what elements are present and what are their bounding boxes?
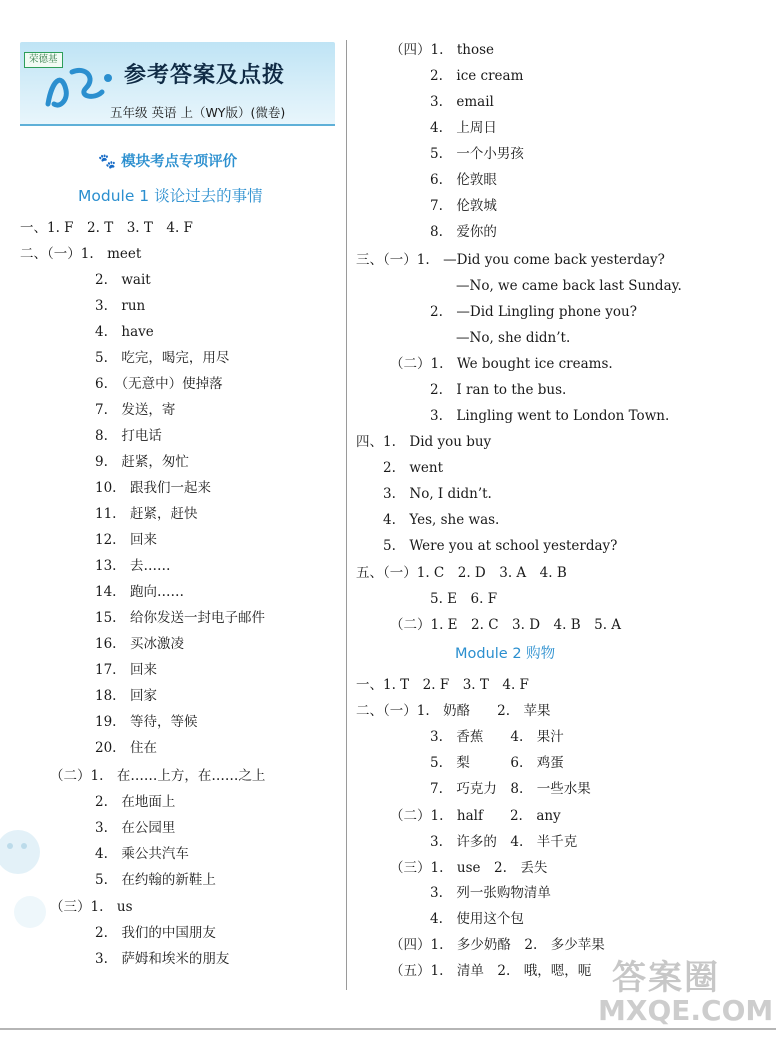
answer-line: （三）1. use 2. 丢失 bbox=[390, 860, 548, 876]
answer-line: 3. Lingling went to London Town. bbox=[430, 408, 670, 424]
paw-icon: 🐾 bbox=[98, 154, 117, 170]
answer-line: 3. email bbox=[430, 94, 494, 110]
answer-line: 7. 发送，寄 bbox=[95, 402, 176, 418]
answer-line: 4. 使用这个包 bbox=[430, 911, 524, 927]
answer-line: 18. 回家 bbox=[95, 688, 157, 704]
answer-line: 3. 萨姆和埃米的朋友 bbox=[95, 951, 230, 967]
answer-line: 9. 赶紧，匆忙 bbox=[95, 454, 189, 470]
answer-line: 4. have bbox=[95, 324, 154, 340]
answer-line: 10. 跟我们一起来 bbox=[95, 480, 211, 496]
page-title: 参考答案及点拨 bbox=[124, 63, 286, 88]
answer-line: 2. 我们的中国朋友 bbox=[95, 925, 216, 941]
answer-line: （二）1. We bought ice creams. bbox=[390, 356, 613, 372]
answer-line: 5. 梨 6. 鸡蛋 bbox=[430, 755, 564, 771]
answer-line: 4. 上周日 bbox=[430, 120, 497, 136]
answer-line: 2. went bbox=[383, 460, 444, 476]
answer-line: 3. 列一张购物清单 bbox=[430, 885, 551, 901]
answer-line: 2. 在地面上 bbox=[95, 794, 176, 810]
answer-line: 15. 给你发送一封电子邮件 bbox=[95, 610, 265, 626]
answer-line: —No, she didn’t. bbox=[456, 330, 571, 346]
brand-logo bbox=[42, 60, 120, 116]
answer-line: 4. Yes, she was. bbox=[383, 512, 500, 528]
answer-line: 17. 回来 bbox=[95, 662, 157, 678]
answer-line: （二）1. 在……上方，在……之上 bbox=[50, 768, 266, 784]
answer-line: 8. 打电话 bbox=[95, 428, 162, 444]
answer-line: 5. 在约翰的新鞋上 bbox=[95, 872, 216, 888]
page-subtitle: 五年级 英语 上（WY版）(微卷) bbox=[110, 105, 286, 120]
module2-title: Module 2 购物 bbox=[455, 646, 556, 662]
answer-line: 3. 香蕉 4. 果汁 bbox=[430, 729, 564, 745]
answer-line: （四）1. 多少奶酪 2. 多少苹果 bbox=[390, 937, 605, 953]
answer-line: （三）1. us bbox=[50, 899, 133, 915]
answer-line: 7. 巧克力 8. 一些水果 bbox=[430, 781, 591, 797]
module1-title: Module 1 谈论过去的事情 bbox=[78, 187, 263, 205]
answer-line: 2. ice cream bbox=[430, 68, 524, 84]
bottom-rule bbox=[0, 1028, 776, 1030]
answer-line: 20. 住在 bbox=[95, 740, 157, 756]
answer-line: 5. 一个小男孩 bbox=[430, 146, 524, 162]
answer-line: 2. wait bbox=[95, 272, 151, 288]
answer-line: 2. —Did Lingling phone you? bbox=[430, 304, 637, 320]
answer-line: 3. run bbox=[95, 298, 146, 314]
answer-line: 四、1. Did you buy bbox=[356, 434, 492, 450]
answer-line: 5. E 6. F bbox=[430, 591, 498, 607]
answer-line: 7. 伦敦城 bbox=[430, 198, 497, 214]
answer-line: 3. 许多的 4. 半千克 bbox=[430, 834, 578, 850]
column-divider bbox=[346, 40, 347, 990]
decorative-illustration bbox=[0, 812, 60, 972]
answer-line: 12. 回来 bbox=[95, 532, 157, 548]
answer-line: 6. 伦敦眼 bbox=[430, 172, 497, 188]
answer-line: （二）1. half 2. any bbox=[390, 808, 561, 824]
answer-line: 11. 赶紧，赶快 bbox=[95, 506, 198, 522]
answer-line: 3. 在公园里 bbox=[95, 820, 176, 836]
answer-line: 一、1. F 2. T 3. T 4. F bbox=[20, 220, 193, 236]
answer-line: 8. 爱你的 bbox=[430, 224, 497, 240]
answer-line: 16. 买冰激凌 bbox=[95, 636, 184, 652]
answer-line: 一、1. T 2. F 3. T 4. F bbox=[356, 677, 529, 693]
answer-line: 5. 吃完，喝完，用尽 bbox=[95, 350, 230, 366]
answer-line: （二）1. E 2. C 3. D 4. B 5. A bbox=[390, 617, 622, 633]
answer-line: 6. （无意中）使掉落 bbox=[95, 376, 223, 392]
answer-line: 二、（一）1. 奶酪 2. 苹果 bbox=[356, 703, 551, 719]
answer-line: （四）1. those bbox=[390, 42, 495, 58]
answer-line: 13. 去…… bbox=[95, 558, 171, 574]
answer-line: 3. No, I didn’t. bbox=[383, 486, 492, 502]
answer-line: —No, we came back last Sunday. bbox=[456, 278, 682, 294]
answer-line: 14. 跑向…… bbox=[95, 584, 184, 600]
answer-line: 4. 乘公共汽车 bbox=[95, 846, 189, 862]
answer-line: 二、（一）1. meet bbox=[20, 246, 142, 262]
answer-line: 2. I ran to the bus. bbox=[430, 382, 567, 398]
answer-line: 5. Were you at school yesterday? bbox=[383, 538, 618, 554]
watermark-url: MXQE.COM bbox=[598, 994, 774, 1027]
answer-line: 三、（一）1. —Did you come back yesterday? bbox=[356, 252, 665, 268]
answer-line: 19. 等待，等候 bbox=[95, 714, 198, 730]
answer-line: （五）1. 清单 2. 哦，嗯，呃 bbox=[390, 963, 592, 979]
section-title: 🐾 模块考点专项评价 bbox=[98, 154, 238, 170]
publisher-logo-tag: 荣德基 bbox=[24, 52, 63, 68]
answer-line: 五、（一）1. C 2. D 3. A 4. B bbox=[356, 565, 567, 581]
watermark-text: 答案圈 bbox=[612, 958, 720, 998]
header-underline bbox=[20, 124, 335, 126]
